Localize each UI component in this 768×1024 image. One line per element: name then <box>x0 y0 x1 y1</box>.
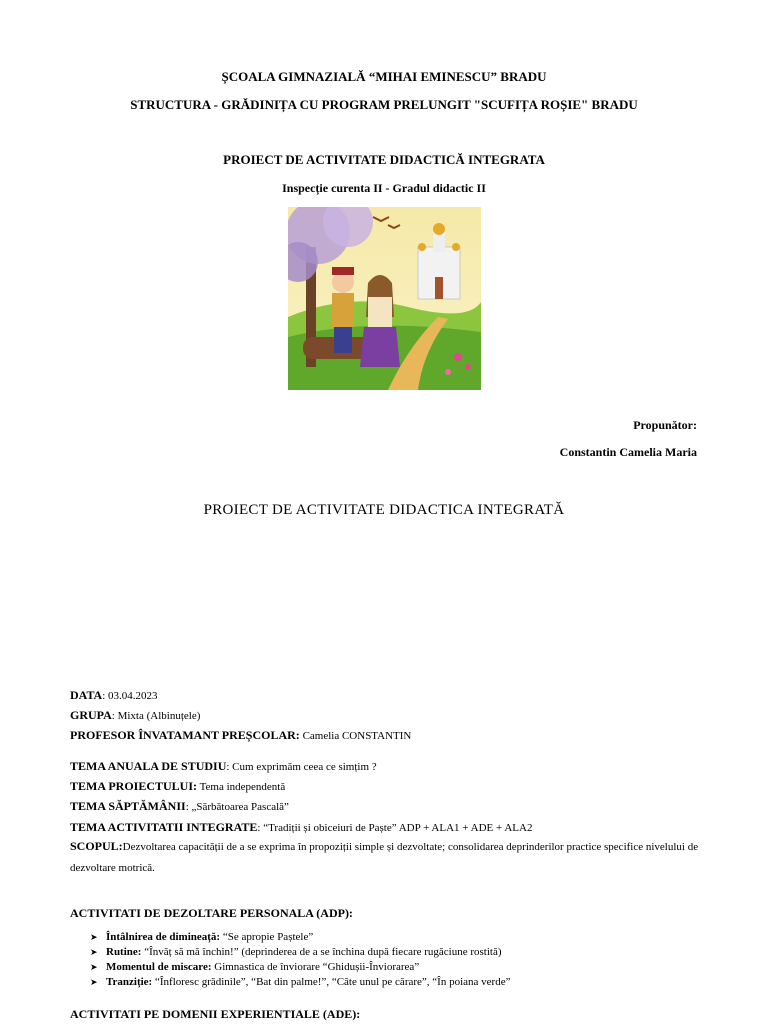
teacher-line: PROFESOR ÎNVATAMANT PREȘCOLAR: Camelia CONSTANTIN <box>70 728 412 742</box>
arrow-bullet-icon: ➤ <box>90 962 98 972</box>
date-line: DATA: 03.04.2023 <box>70 688 158 702</box>
adp-list <box>90 931 510 991</box>
activity-theme-line: TEMA ACTIVITATII INTEGRATE: “Tradiții și obiceiuri de Paște” ADP + ALA1 + ADE + ALA2 <box>70 820 533 834</box>
arrow-bullet-icon: ➤ <box>90 932 98 942</box>
proposer-name: Constantin Camelia Maria <box>559 445 697 459</box>
annual-theme-line: TEMA ANUALA DE STUDIU: Cum exprimăm ceea ce simțim ? <box>70 759 377 773</box>
project-theme-line: TEMA PROIECTULUI: Tema independentă <box>70 779 286 793</box>
list-item: ➤ Tranziție: “Înfloresc grădinile”, “Bat din palme!”, “Câte unul pe cărare”, “În poiana verde” <box>90 976 511 988</box>
project-heading: PROIECT DE ACTIVITATE DIDACTICĂ INTEGRATA <box>223 152 545 167</box>
arrow-bullet-icon: ➤ <box>90 947 98 957</box>
main-title: PROIECT DE ACTIVITATE DIDACTICA INTEGRATĂ <box>203 502 565 518</box>
proposer-label: Propunător: <box>633 418 697 432</box>
list-item: ➤ Rutine: “Învăț să mă închin!” (deprinderea de a se închina după fiecare rugăciune rostită) <box>90 946 502 958</box>
adp-heading: ACTIVITATI DE DEZOLTARE PERSONALA (ADP): <box>70 906 353 920</box>
group-line: GRUPA: Mixta (Albinuțele) <box>70 708 201 722</box>
ade-heading: ACTIVITATI PE DOMENII EXPERIENTIALE (ADE): <box>70 1007 361 1021</box>
list-item: ➤ Momentul de miscare: Gimnastica de înviorare “Ghidușii-Înviorarea” <box>90 961 420 973</box>
purpose-paragraph: SCOPUL:Dezvoltarea capacității de a se exprima în propoziții simple și dezvoltate; consolidarea deprinderilor practice specifice nivelului de dezvoltare motrică. <box>70 839 699 874</box>
inspection-subtitle: Inspecție curenta II - Gradul didactic II <box>282 181 486 195</box>
arrow-bullet-icon: ➤ <box>90 977 98 987</box>
kindergarten-structure: STRUCTURA - GRĂDINIȚA CU PROGRAM PRELUNGIT "SCUFIȚA ROȘIE" BRADU <box>130 97 638 112</box>
list-item: ➤ Întâlnirea de dimineață: “Se apropie Paștele” <box>90 931 314 943</box>
school-name: ȘCOALA GIMNAZIALĂ “MIHAI EMINESCU” BRADU <box>221 69 547 84</box>
easter-illustration <box>288 207 481 390</box>
week-theme-line: TEMA SĂPTĂMÂNII: „Sărbătoarea Pascală” <box>70 799 289 813</box>
